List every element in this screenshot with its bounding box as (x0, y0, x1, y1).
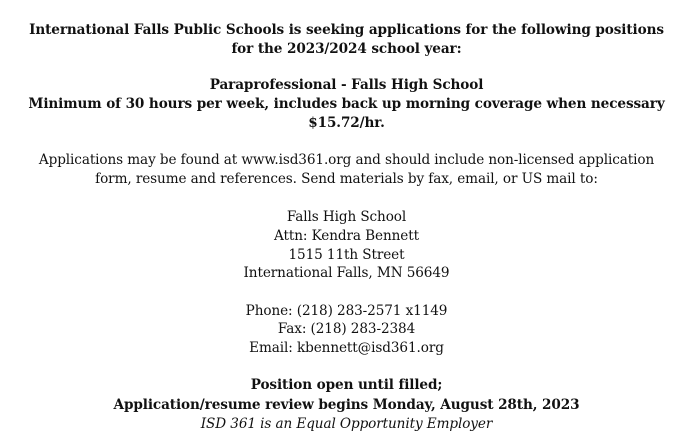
header-line-2: for the 2023/2024 school year: (231, 41, 462, 57)
contact-fax: Fax: (218) 283-2384 (277, 321, 416, 337)
address-name: Falls High School (286, 209, 407, 225)
instructions-line-1: Applications may be found at www.isd361.org and should include non-licensed application (38, 152, 655, 168)
address-street: 1515 11th Street (288, 247, 405, 263)
position-hours: Minimum of 30 hours per week, includes back up morning coverage when necessary (28, 96, 665, 112)
instructions-line-2: form, resume and references. Send materials by fax, email, or US mail to: (95, 171, 598, 187)
footer-eoe-statement: ISD 361 is an Equal Opportunity Employer (200, 416, 493, 432)
header-line-1: International Falls Public Schools is seeking applications for the following positions (29, 22, 664, 38)
contact-phone: Phone: (218) 283-2571 x1149 (245, 303, 448, 319)
footer-review-date: Application/resume review begins Monday, August 28th, 2023 (113, 397, 580, 413)
address-attn: Attn: Kendra Bennett (274, 228, 419, 244)
footer-open-until: Position open until filled; (250, 377, 443, 393)
contact-email: Email: kbennett@isd361.org (249, 340, 444, 356)
position-title: Paraprofessional - Falls High School (209, 77, 484, 93)
position-pay: $15.72/hr. (308, 115, 385, 131)
address-city: International Falls, MN 56649 (243, 265, 450, 281)
